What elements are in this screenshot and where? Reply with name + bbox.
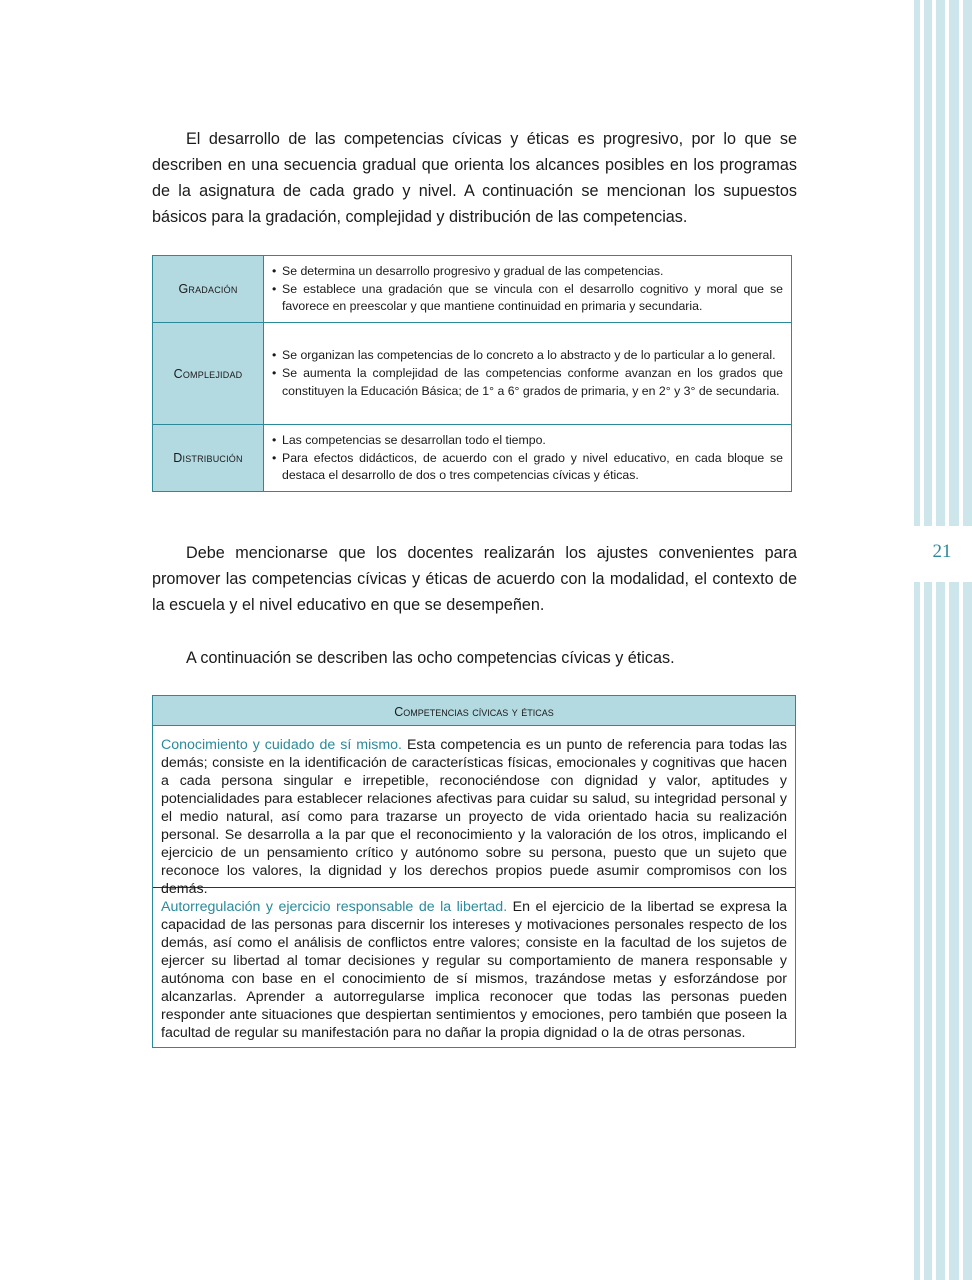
list-item: • Se organizan las competencias de lo concreto a lo abstracto y de lo particular a lo general. [272,348,776,363]
competency-term: Autorregulación y ejercicio responsable de la libertad. [161,899,508,915]
competency-description: En el ejercicio de la libertad se expresa la capacidad de las personas para discernir los intereses y motivaciones personales respecto de los demás, así como el análisis de conflictos entre valores; consiste en la facultad de los sujetos de ejercer su libertad al tomar decisiones y regular su comportamiento de manera responsable y autónoma con base en el conocimiento de sí mismos, trazándose metas y esforzándose por alcanzarlas. Aprender a autorregularse implica reconocer que todas las personas pueden responder ante situaciones que despiertan sentimientos y emociones, pero también que poseen la facultad de regular su manifestación para no dañar la propia dignidad o la de otras personas. [161,899,787,1041]
list-item: • Para efectos didácticos, de acuerdo con el grado y nivel educativo, en cada bloque se destaca el desarrollo de dos o tres competencias cívicas y éticas. [272,450,783,483]
page-edge-stripes [912,0,972,1280]
assumptions-table [152,255,792,492]
list-item: • Las competencias se desarrollan todo el tiempo. [272,432,546,447]
table-row [153,323,792,425]
row-label-complejidad: Complejidad [153,323,264,425]
competencies-table-header: Competencias cívicas y éticas [153,696,795,726]
list-item: • Se aumenta la complejidad de las competencias conforme avanzan en los grados que constituyen la Educación Básica; de 1° a 6° grados de primaria, y en 2° y 3° de secundaria. [272,366,783,398]
competencies-table [152,695,796,1048]
competency-term: Conocimiento y cuidado de sí mismo. [161,737,402,753]
table-row [153,425,792,492]
row-label-distribucion: Distribución [153,425,264,492]
competency-description: Esta competencia es un punto de referencia para todas las demás; consiste en la identificación de características físicas, emocionales y cognitivas que hacen a cada persona singular e irrepetible, reconociéndose con dignidad y valor, aptitudes y potencialidades para establecer relaciones afectivas para cuidar su salud, su integridad personal y el medio natural, así como para trazarse un proyecto de vida orientado hacia su realización personal. Se desarrolla a la par que el reconocimiento y la valoración de los otros, implicando el ejercicio de un pensamiento crítico y autónomo sobre su persona, puesto que un sujeto que reconoce los valores, la dignidad y los derechos propios puede asumir compromisos con los demás. [161,737,787,897]
list-item: • Se determina un desarrollo progresivo y gradual de las competencias. [272,263,664,278]
list-item: • Se establece una gradación que se vincula con el desarrollo cognitivo y moral que se favorece en preescolar y que mantiene continuidad en primaria y secundaria. [272,281,783,314]
row-label-gradacion: Gradación [153,256,264,323]
page-number: 21 [932,541,952,562]
intro-paragraph: El desarrollo de las competencias cívicas y éticas es progresivo, por lo que se describen en una secuencia gradual que orienta los alcances posibles en los programas de la asignatura de cada grado y nivel. A continuación se mencionan los supuestos básicos para la gradación, complejidad y distribución de las competencias. [152,130,797,226]
competencies-intro: A continuación se describen las ocho competencias cívicas y éticas. [186,649,675,667]
adjustments-paragraph: Debe mencionarse que los docentes realizarán los ajustes convenientes para promover las competencias cívicas y éticas de acuerdo con la modalidad, el contexto de la escuela y el nivel educativo en que se desempeñen. [152,544,797,614]
competency-item [153,887,795,1047]
competency-item [153,726,795,897]
table-row [153,256,792,323]
